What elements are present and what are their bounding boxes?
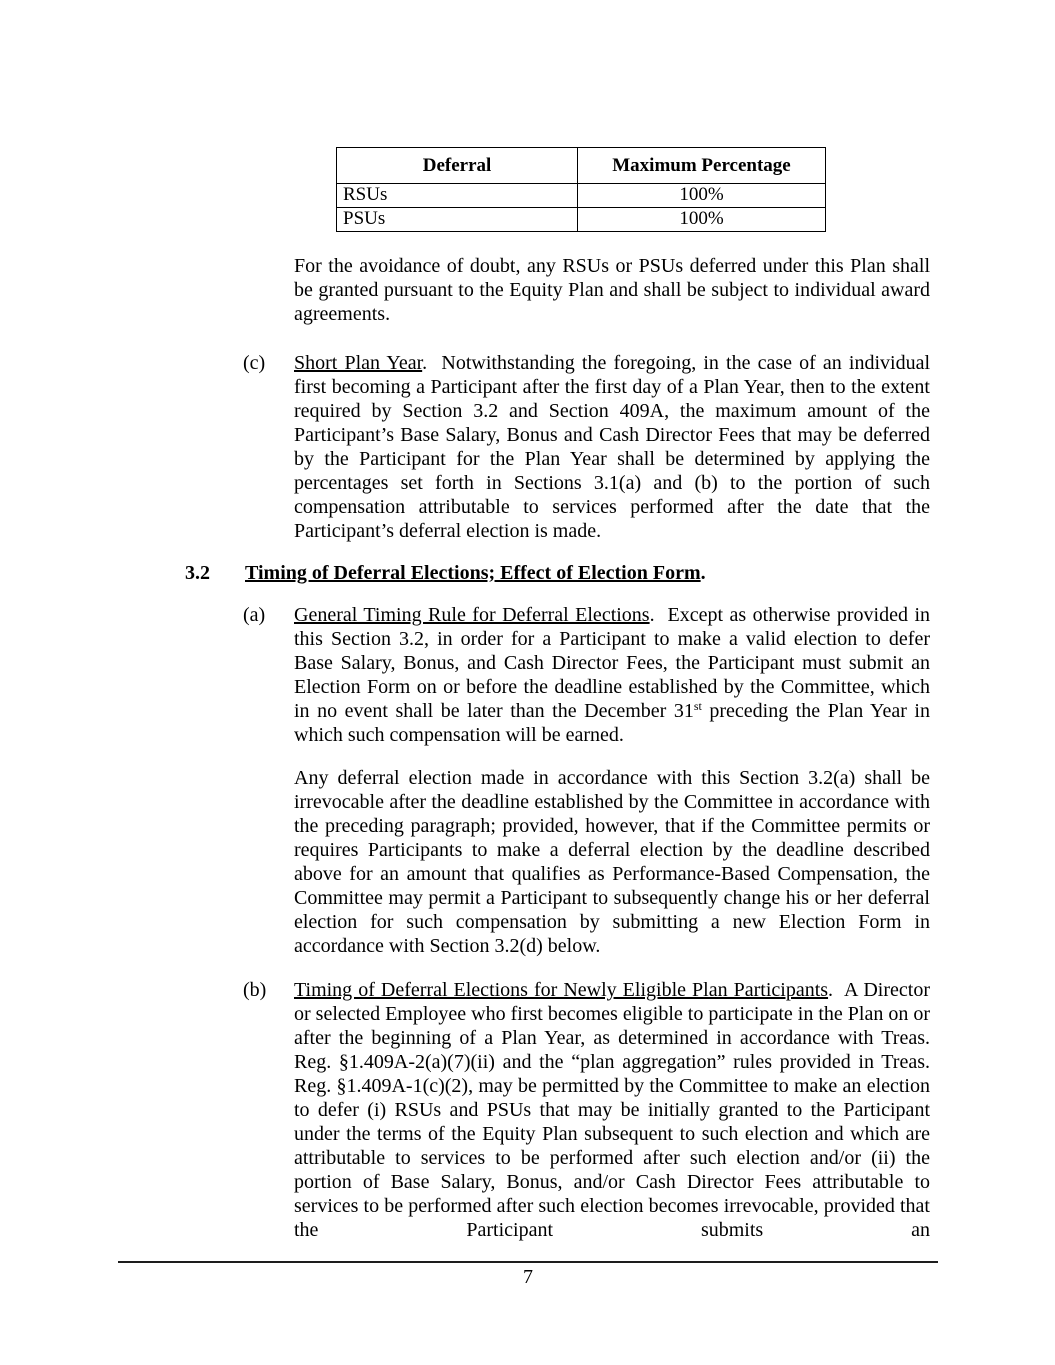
list-item-b [243, 978, 935, 1242]
table-cell-psus-label: PSUs [337, 208, 578, 232]
table-cell-psus-value: 100% [578, 208, 826, 232]
table-header-row [337, 148, 826, 184]
table-row-psus [337, 208, 826, 232]
item-a-body-1: . Except as otherwise provided in this Section 3.2, in order for a Participant to make a valid election to defer Base Salary, Bonus, and Cash Director Fees, the Participant must submit an Election Form on or before the deadline established by the Committee, which in no event shall be later than the December 31 [294, 604, 935, 722]
item-a-marker: (a) [243, 604, 266, 626]
item-b-lead: Timing of Deferral Elections for Newly Eligible Plan Participants [294, 979, 829, 1001]
item-a-ordinal-suffix: st [693, 699, 702, 713]
item-b-text [294, 978, 935, 1242]
section-title-period: . [700, 562, 706, 584]
deferral-table [336, 147, 826, 232]
list-item-a [243, 603, 935, 747]
list-item-c [243, 351, 936, 543]
item-c-lead: Short Plan Year [294, 352, 423, 374]
item-a-lead: General Timing Rule for Deferral Elections [294, 604, 650, 626]
table-header-maximum-percentage: Maximum Percentage [578, 148, 826, 184]
item-c-marker: (c) [243, 352, 266, 374]
table-row-rsus [337, 184, 826, 208]
section-number: 3.2 [185, 562, 210, 584]
table-header-deferral: Deferral [337, 148, 578, 184]
section-title: Timing of Deferral Elections; Effect of Election Form [245, 562, 701, 584]
item-a-body-2: preceding the Plan Year in which such compensation will be earned. [294, 700, 935, 746]
item-c-text [294, 351, 936, 543]
item-a-text [294, 603, 935, 747]
table-cell-rsus-value: 100% [578, 184, 826, 208]
page-number: 7 [523, 1266, 533, 1288]
item-c-body: . Notwithstanding the foregoing, in the case of an individual first becoming a Participant after the first day of a Plan Year, then to the extent required by Section 3.2 and Section 409A, the maximum amount of the Participant’s Base Salary, Bonus and Cash Director Fees that may be deferred by the Participant for the Plan Year shall be determined by applying the percentages set forth in Sections 3.1(a) and (b) to the portion of such compensation attributable to services performed after the date that the Participant’s deferral election is made. [294, 352, 936, 542]
paragraph-a-continuation: Any deferral election made in accordance with this Section 3.2(a) shall be irrevocable after the deadline established by the Committee in accordance with the preceding paragraph; provided, however, that if the Committee permits or requires Participants to make a deferral election by the deadline described above for an amount that qualifies as Performance-Based Compensation, the Committee may permit a Participant to subsequently change his or her deferral election for such compensation by submitting a new Election Form in accordance with Section 3.2(d) below. [294, 767, 935, 957]
table-cell-rsus-label: RSUs [337, 184, 578, 208]
paragraph-avoidance-of-doubt: For the avoidance of doubt, any RSUs or PSUs deferred under this Plan shall be granted pursuant to the Equity Plan and shall be subject to individual award agreements. [294, 255, 935, 325]
section-heading-3-2 [185, 561, 1055, 585]
item-b-marker: (b) [243, 979, 267, 1001]
item-b-body: . A Director or selected Employee who first becomes eligible to participate in the Plan on or after the beginning of a Plan Year, as determined in accordance with Treas. Reg. §1.409A-2(a)(7)(ii) and the “plan aggregation” rules provided in Treas. Reg. §1.409A-1(c)(2), may be permitted by the Committee to make an election to defer (i) RSUs and PSUs that may be initially granted to the Participant under the terms of the Equity Plan subsequent to such election and which are attributable to services to be performed after such election and/or (ii) the portion of Base Salary, Bonus, and/or Cash Director Fees attributable to services to be performed after such election becomes irrevocable, provided that the Participant submits an [294, 979, 935, 1241]
page-footer [118, 1261, 938, 1289]
